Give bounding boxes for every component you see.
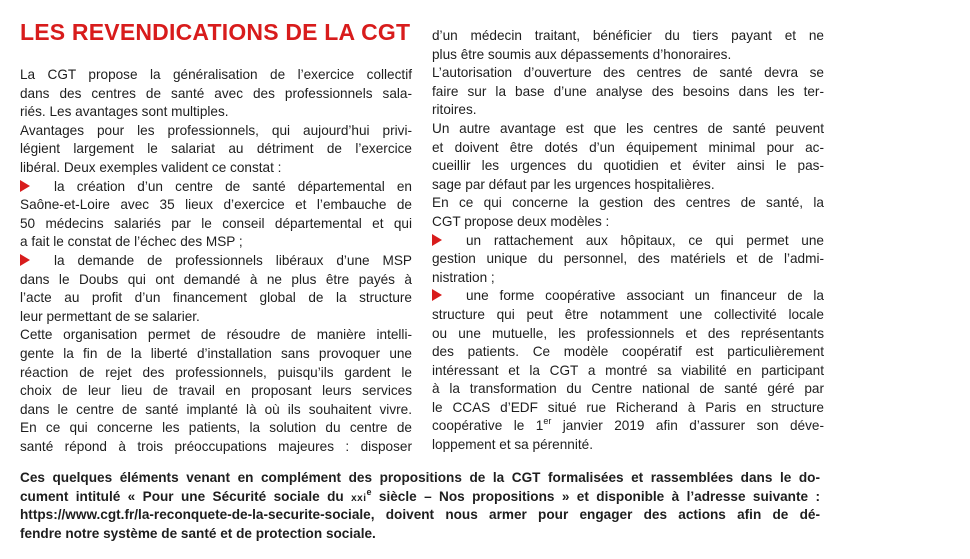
text-line: Cette organisation permet de résoudre de manière intelli- [20, 327, 412, 343]
text-line: coopérative le 1er janvier 2019 afin d’assurer son déve- [432, 416, 824, 434]
text-line: loppement et sa pérennité. [432, 437, 593, 453]
text-line: structure qui peut être notamment une collectivité locale [432, 306, 824, 322]
text-line: Un autre avantage est que les centres de santé peuvent [432, 120, 824, 136]
text-line: Saône-et-Loire avec 35 lieux d’exercice et l’embauche de [20, 197, 412, 213]
text-line: 50 médecins salariés par le conseil départemental et qui [20, 215, 412, 231]
text-line: ritoires. [432, 102, 477, 118]
text-line: Avantages pour les professionnels, qui aujourd’hui privi- [20, 122, 412, 138]
text-line: la demande de professionnels libéraux d’une MSP [20, 252, 412, 271]
text-line: intéressant et la CGT a montré sa viabilité en participant [432, 362, 824, 378]
text-line: En ce qui concerne les patients, la solution du centre de [20, 420, 412, 436]
left-column [20, 66, 412, 456]
text-line: l’acte au profit d’un financement global de la structure [20, 290, 412, 306]
text-line: gente la fin de la liberté d’installation sans provoquer une [20, 345, 412, 361]
bullet-triangle-icon [432, 287, 466, 306]
text-line: L’autorisation d’ouverture des centres de santé devra se [432, 65, 824, 81]
text-line: un rattachement aux hôpitaux, ce qui permet une [432, 232, 824, 251]
right-column [432, 27, 824, 455]
text-line: libéral. Deux exemples valident ce constat : [20, 159, 282, 175]
footer-line: https://www.cgt.fr/la-reconquete-de-la-securite-sociale, doivent nous armer pour engager des actions afin de dé- [20, 507, 820, 523]
footer-line: Ces quelques éléments venant en complément des propositions de la CGT formalisées et rassemblées dans le do- [20, 470, 820, 485]
text-line: le CCAS d’EDF situé rue Richerand à Paris en structure [432, 399, 824, 415]
text-line: leur permettant de se salarier. [20, 308, 200, 324]
footer-line: cument intitulé « Pour une Sécurité sociale du xxi$^e$ siècle – Nos propositions » et disponible à l’adresse suivante : [20, 486, 820, 504]
footer-line: fendre notre système de santé et de protection sociale. [20, 525, 376, 541]
bullet-triangle-icon [20, 178, 54, 197]
text-line: des patients. Ce modèle coopératif est particulièrement [432, 344, 824, 360]
text-line: En ce qui concerne la gestion des centres de santé, la [432, 195, 824, 211]
text-line: faire sur la base d’une analyse des besoins dans les ter- [432, 83, 824, 99]
text-line: et doivent être dotés d’un équipement minimal pour ac- [432, 139, 824, 155]
text-line: santé répond à trois préoccupations majeures : disposer [20, 438, 412, 454]
text-line: la création d’un centre de santé départemental en [20, 178, 412, 197]
text-line: ou une mutuelle, les professionnels et des représentants [432, 325, 824, 341]
text-line: plus être soumis aux dépassements d’honoraires. [432, 46, 732, 62]
text-line: dans le Doubs qui ont demandé à ne plus être payés à [20, 271, 412, 287]
text-line: CGT propose deux modèles : [432, 213, 610, 229]
article-title: LES REVENDICATIONS DE LA CGT [20, 19, 411, 45]
text-line: dans des centres de santé avec des professionnels sala- [20, 85, 412, 101]
text-line: une forme coopérative associant un financeur de la [432, 287, 824, 306]
text-line: nistration ; [432, 269, 495, 285]
text-line: réaction de rejet des professionnels, puisqu’ils gardent le [20, 364, 412, 380]
text-line: légient largement le salariat au détriment de l’exercice [20, 141, 412, 157]
text-line: a fait le constat de l’échec des MSP ; [20, 234, 243, 250]
text-line: sage par défaut par les urgences hospitalières. [432, 176, 715, 192]
text-line: choix de leur lieu de travail en proposant leurs services [20, 383, 412, 399]
text-line: dans le centre de santé implanté là où ils souhaitent vivre. [20, 401, 412, 417]
text-line: d’un médecin traitant, bénéficier du tiers payant et ne [432, 28, 824, 43]
bullet-triangle-icon [432, 232, 466, 251]
footer-paragraph [20, 469, 820, 543]
text-line: riés. Les avantages sont multiples. [20, 104, 229, 120]
text-line: à la transformation du Centre national de santé géré par [432, 381, 824, 397]
text-line: gestion unique du personnel, des matériels et de l’admi- [432, 251, 824, 267]
text-line: cueillir les urgences du quotidien et éviter ainsi le pas- [432, 158, 824, 174]
bullet-triangle-icon [20, 252, 54, 271]
text-line: La CGT propose la généralisation de l’exercice collectif [20, 67, 412, 82]
